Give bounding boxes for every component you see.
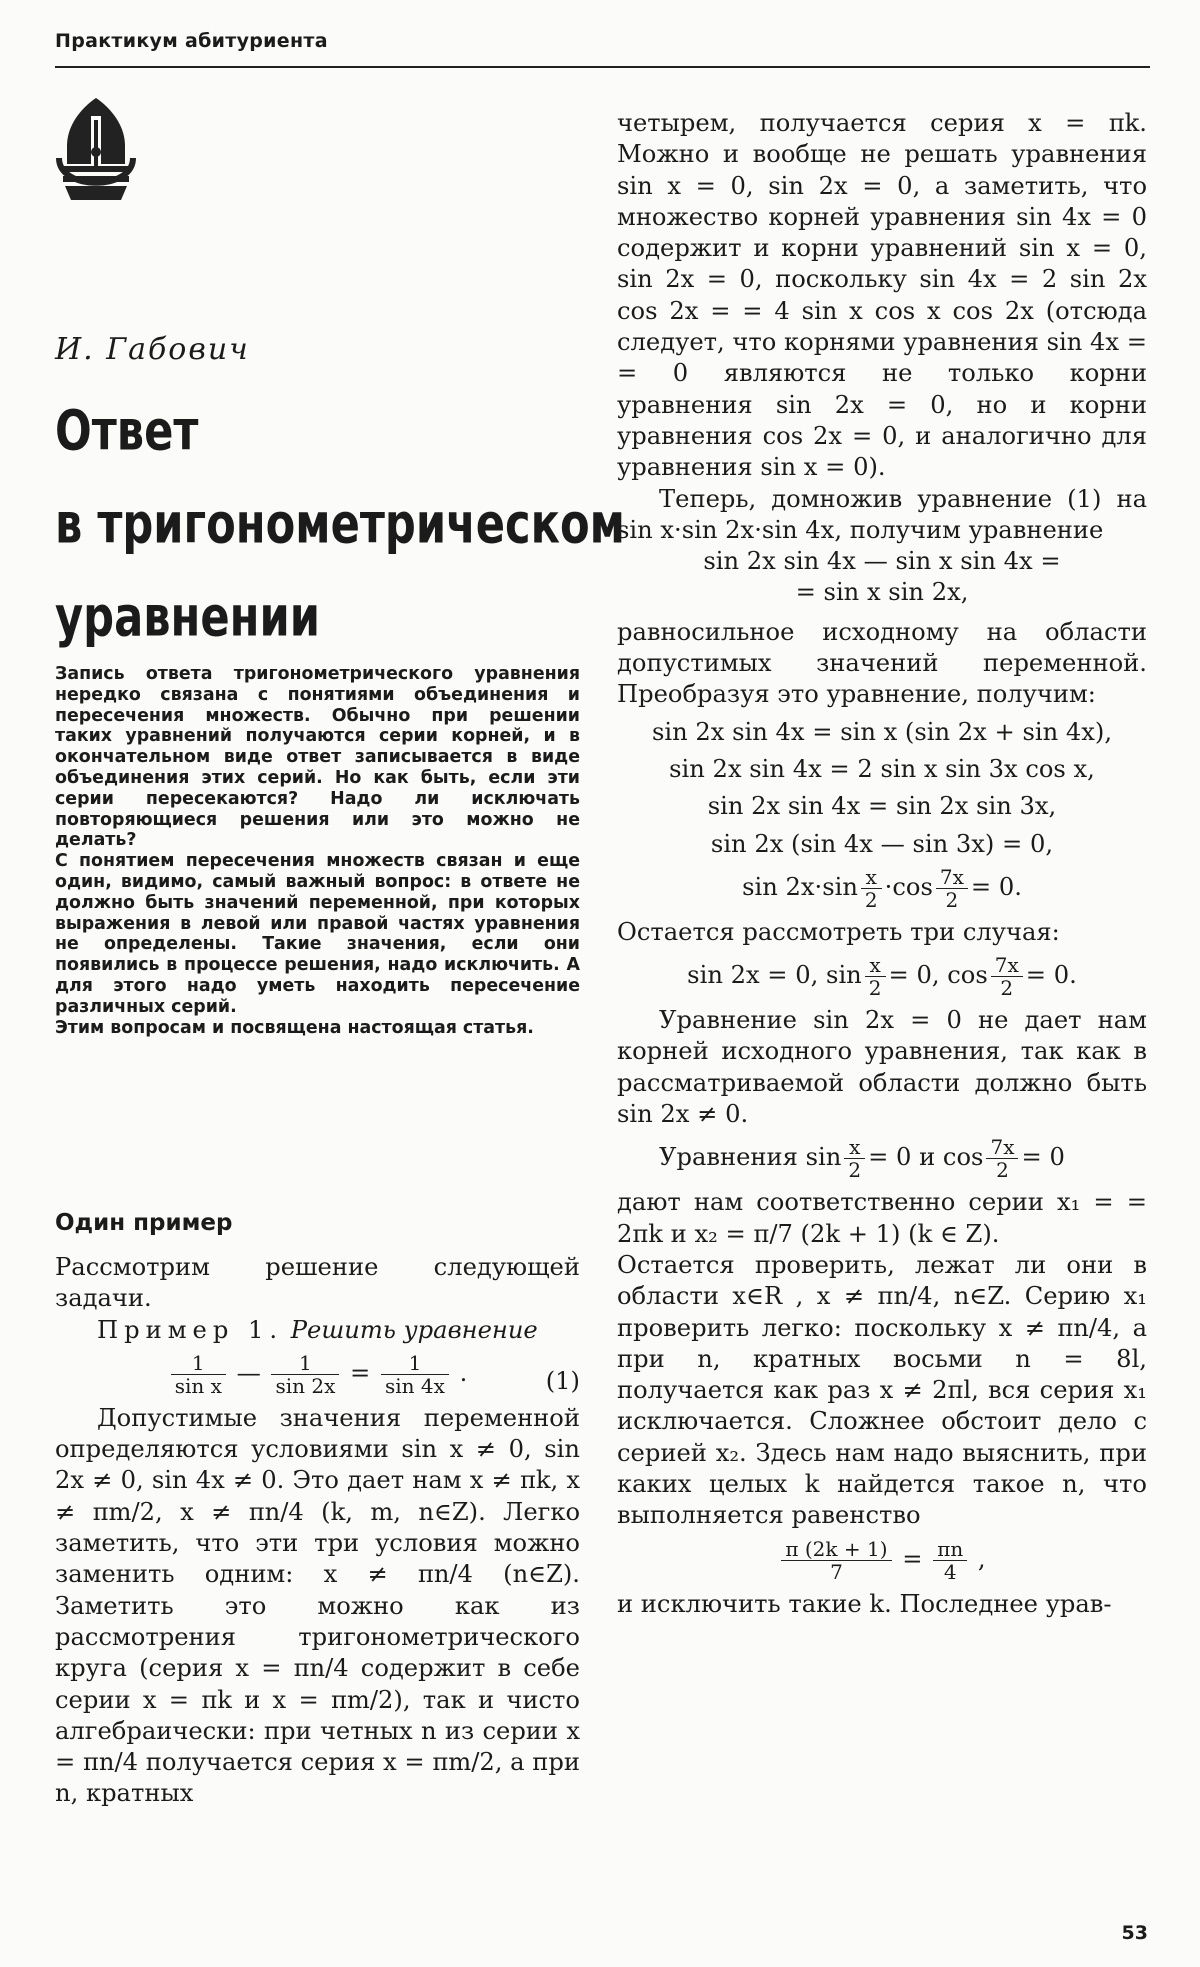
- paragraph: равносильное исходному на области допустимых значений переменной. Преобразуя это уравнение, получим:: [617, 617, 1147, 709]
- equation: sin 2x (sin 4x — sin 3x) = 0,: [710, 829, 1054, 858]
- title-line: в тригонометрическом: [55, 491, 625, 557]
- pen-nib-emblem-icon: [55, 96, 137, 206]
- page-number: 53: [1121, 1922, 1148, 1944]
- title-line: уравнении: [55, 585, 321, 650]
- abstract-paragraph: Этим вопросам и посвящена настоящая статья.: [55, 1017, 534, 1038]
- example-label: Пример 1.: [97, 1315, 284, 1344]
- paragraph: Уравнение sin 2x = 0 не дает нам корней исходного уравнения, так как в рассматриваемой области должно быть sin 2x ≠ 0.: [617, 1006, 1147, 1129]
- fraction: $\frac{1}{\sin 2x}$: [271, 1352, 339, 1397]
- equation: sin 2x = 0, sin $\frac{x}{2}$ = 0, cos $\frac{7x}{2}$ = 0.: [687, 953, 1077, 1001]
- equation: sin 2x sin 4x — sin x sin 4x =: [703, 547, 1061, 576]
- example-statement: [55, 1315, 580, 1346]
- fraction: $\frac{1}{\text{sin x}}$: [171, 1352, 226, 1397]
- abstract-paragraph: С понятием пересечения множеств связан и еще один, видимо, самый важный вопрос: в ответе не должно быть значений переменной, при которых выражения в левой или правой частях уравнения не определены. Такие значения, если они появились в процессе решения, надо исключить. А для этого надо уметь находить пересечение различных серий.: [55, 851, 580, 1017]
- paragraph: Остается проверить, лежат ли они в области x∈R , x ≠ πn/4, n∈Z. Серию x₁ проверить легко: поскольку x ≠ πn/4, а при n, кратных восьми n = 8l, получается как раз x ≠ 2πl, вся серия x₁ исключается. Сложнее обстоит дело с серией x₂. Здесь нам надо выяснить, при каких целых k найдется такое n, что выполняется равенство: [617, 1250, 1147, 1530]
- equation: sin 2x sin 4x = sin x (sin 2x + sin 4x),: [651, 717, 1113, 746]
- equation: sin 2x sin 4x = 2 sin x sin 3x cos x,: [669, 754, 1095, 783]
- header-rule: [55, 66, 1150, 68]
- paragraph: четырем, получается серия x = πk. Можно и вообще не решать уравнения sin x = 0, sin 2x = 0, а заметить, что множество корней уравнения sin 4x = 0 содержит и корни уравнений sin x = 0, sin 2x = 0, поскольку sin 4x = 2 sin 2x cos 2x = = 4 sin x cos x cos 2x (отсюда следует, что корнями уравнения sin 4x = = 0 являются не только корни уравнения sin 2x = 0, но и корни уравнения cos 2x = 0, и аналогично для уравнения sin x = 0).: [617, 109, 1147, 482]
- title-line: Ответ: [55, 398, 199, 464]
- equation: Уравнения sin $\frac{x}{2}$ = 0 и cos $\frac{7x}{2}$ = 0: [659, 1135, 1065, 1183]
- article-title: [55, 385, 625, 664]
- equation: $\frac{\pi (2k + 1)}{7}$ = $\frac{\pi n}{4}$ ,: [617, 1538, 1147, 1583]
- paragraph: Теперь, домножив уравнение (1) на sin x·sin 2x·sin 4x, получим уравнение: [617, 484, 1147, 544]
- equation: sin 2x sin 4x = sin 2x sin 3x,: [707, 792, 1057, 821]
- fraction: $\frac{1}{\sin 4x}$: [381, 1352, 449, 1397]
- paragraph: Рассмотрим решение следующей задачи.: [55, 1253, 580, 1313]
- equation: = sin x sin 2x,: [795, 578, 969, 607]
- abstract: [55, 664, 580, 1038]
- left-column: [55, 1252, 580, 1810]
- paragraph: и исключить такие k. Последнее урав-: [617, 1589, 1112, 1618]
- abstract-paragraph: Запись ответа тригонометрического уравнения нередко связана с понятиями объединения и пересечения множеств. Обычно при решении таких уравнений получаются серии корней, и в окончательном виде ответ записывается в виде объединения этих серий. Но как быть, если эти серии пересекаются? Надо ли исключать повторяющиеся решения или это можно не делать?: [55, 664, 580, 851]
- equation: sin 2x·sin $\frac{x}{2}$ ·cos $\frac{7x}{2}$ = 0.: [742, 864, 1022, 912]
- paragraph: дают нам соответственно серии x₁ = = 2πk и x₂ = π/7 (2k + 1) (k ∈ Z).: [617, 1188, 1147, 1248]
- equation-1: $\frac{1}{\text{sin x}}$ — $\frac{1}{\sin 2x}$ = $\frac{1}{\sin 4x}$ . (1): [55, 1352, 580, 1397]
- author: И. Габович: [55, 332, 250, 367]
- section-header: Практикум абитуриента: [55, 30, 328, 52]
- paragraph: Остается рассмотреть три случая:: [617, 917, 1060, 946]
- right-column: [617, 108, 1147, 1620]
- section-title: Один пример: [55, 1210, 233, 1236]
- paragraph: Допустимые значения переменной определяются условиями sin x ≠ 0, sin 2x ≠ 0, sin 4x ≠ 0. Это дает нам x ≠ πk, x ≠ πm/2, x ≠ πn/4 (k, m, n∈Z). Легко заметить, что эти три условия можно заменить одним: x ≠ πn/4 (n∈Z). Заметить это можно как из рассмотрения тригонометрического круга (серия x = πn/4 содержит в себе серии x = πk и x = πm/2), так и чисто алгебраически: при четных n из серии x = πn/4 получается серия x = πm/2, а при n, кратных: [55, 1403, 580, 1808]
- equation-number: (1): [545, 1366, 580, 1395]
- example-text: Решить уравнение: [290, 1315, 538, 1344]
